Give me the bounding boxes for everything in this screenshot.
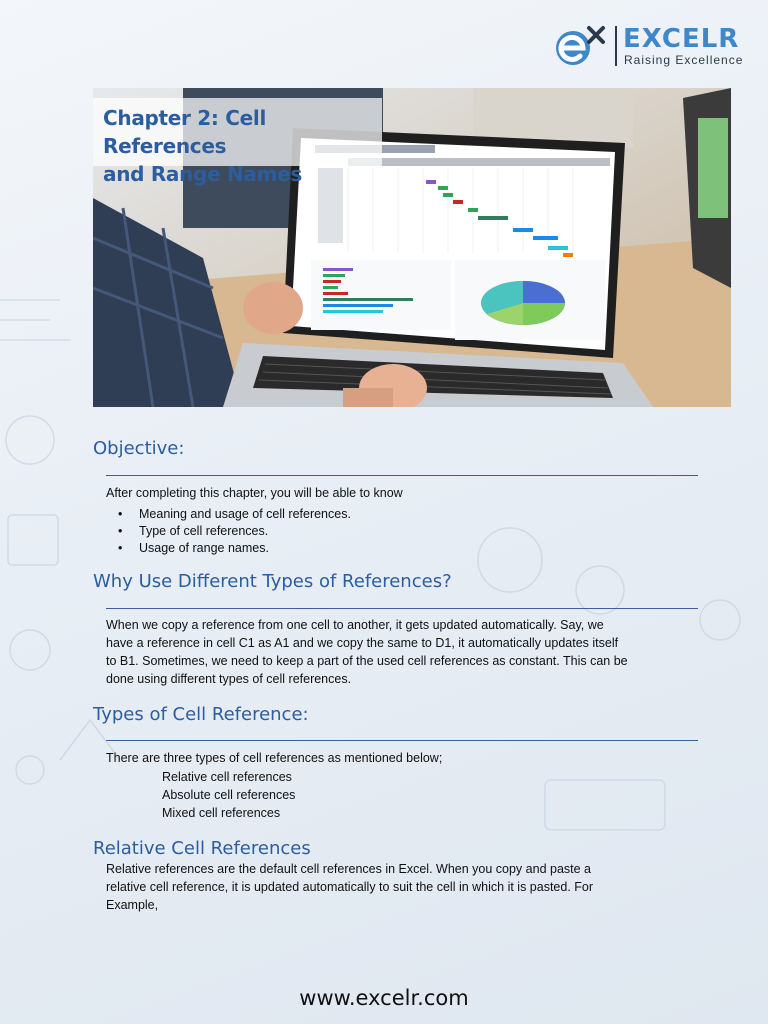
paragraph-line: Relative references are the default cell references in Excel. When you copy and paste a xyxy=(106,862,591,876)
excelr-logo-icon xyxy=(553,24,611,68)
chapter-title-box xyxy=(93,98,382,186)
list-item: • Usage of range names. xyxy=(118,540,351,557)
types-divider xyxy=(106,740,698,741)
footer-url[interactable]: www.excelr.com xyxy=(299,986,469,1010)
types-list xyxy=(162,768,295,822)
objective-divider xyxy=(106,475,698,476)
list-item: Absolute cell references xyxy=(162,788,296,802)
list-item: • Meaning and usage of cell references. xyxy=(118,506,351,523)
paragraph-line: to B1. Sometimes, we need to keep a part of the used cell references as constant. This can be xyxy=(106,654,628,668)
paragraph-line: Example, xyxy=(106,898,159,912)
why-heading: Why Use Different Types of References? xyxy=(93,571,452,592)
brand-tagline: Raising Excellence xyxy=(624,53,744,67)
logo-divider xyxy=(615,26,617,66)
list-item: • Type of cell references. xyxy=(118,523,351,540)
paragraph-line: have a reference in cell C1 as A1 and we copy the same to D1, it automatically updates itself xyxy=(106,636,619,650)
types-intro: There are three types of cell references as mentioned below; xyxy=(106,751,443,765)
list-item: Mixed cell references xyxy=(162,806,281,820)
chapter-title-line2: and Range Names xyxy=(103,162,303,186)
brand-logo[interactable] xyxy=(553,22,753,70)
chapter-title-line1: Chapter 2: Cell References xyxy=(103,106,267,158)
objective-list xyxy=(118,506,351,557)
relative-heading: Relative Cell References xyxy=(93,838,311,859)
relative-paragraph xyxy=(106,860,676,914)
paragraph-line: relative cell reference, it is updated automatically to suit the cell in which it is pasted. For xyxy=(106,880,594,894)
types-heading: Types of Cell Reference: xyxy=(93,704,309,725)
list-item: Relative cell references xyxy=(162,770,292,784)
why-paragraph xyxy=(106,616,676,688)
why-divider xyxy=(106,608,698,609)
objective-intro: After completing this chapter, you will be able to know xyxy=(106,486,403,500)
objective-heading: Objective: xyxy=(93,438,185,459)
brand-name: EXCELR xyxy=(623,24,740,54)
paragraph-line: done using different types of cell references. xyxy=(106,672,352,686)
paragraph-line: When we copy a reference from one cell to another, it gets updated automatically. Say, we xyxy=(106,618,604,632)
